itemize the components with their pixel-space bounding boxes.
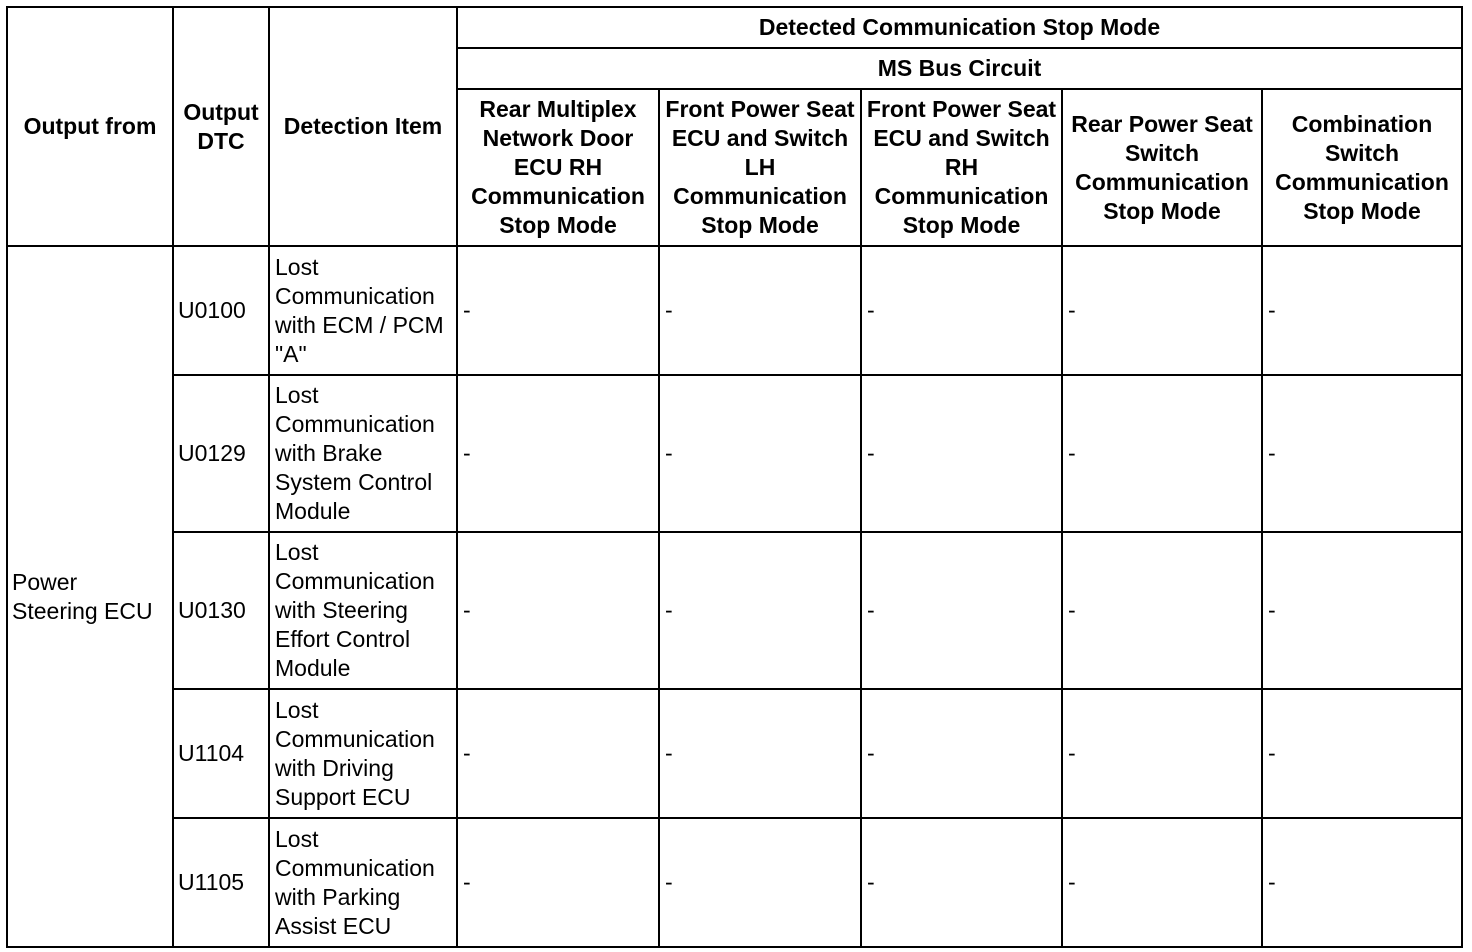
header-mode-5: Combination Switch Communication Stop Mode xyxy=(1262,89,1462,246)
dtc-cell: U0100 xyxy=(173,246,269,375)
header-output-dtc: Output DTC xyxy=(173,7,269,246)
mode-value-cell: - xyxy=(1262,246,1462,375)
mode-value-cell: - xyxy=(659,689,861,818)
header-mode-1: Rear Multiplex Network Door ECU RH Communication Stop Mode xyxy=(457,89,659,246)
mode-value-cell: - xyxy=(1262,375,1462,532)
detection-item-cell: Lost Communication with Brake System Control Module xyxy=(269,375,457,532)
mode-value-cell: - xyxy=(1062,689,1262,818)
mode-value-cell: - xyxy=(457,375,659,532)
detection-item-cell: Lost Communication with ECM / PCM "A" xyxy=(269,246,457,375)
header-output-from: Output from xyxy=(7,7,173,246)
mode-value-cell: - xyxy=(1262,818,1462,947)
dtc-cell: U0129 xyxy=(173,375,269,532)
mode-value-cell: - xyxy=(457,246,659,375)
mode-value-cell: - xyxy=(659,246,861,375)
mode-value-cell: - xyxy=(1062,818,1262,947)
header-mode-2: Front Power Seat ECU and Switch LH Communication Stop Mode xyxy=(659,89,861,246)
dtc-table xyxy=(6,6,1463,948)
dtc-cell: U1104 xyxy=(173,689,269,818)
mode-value-cell: - xyxy=(1062,375,1262,532)
table-row xyxy=(7,689,1462,818)
mode-value-cell: - xyxy=(861,375,1062,532)
header-mode-4: Rear Power Seat Switch Communication Stop Mode xyxy=(1062,89,1262,246)
mode-value-cell: - xyxy=(659,532,861,689)
mode-value-cell: - xyxy=(1262,532,1462,689)
table-row xyxy=(7,375,1462,532)
mode-value-cell: - xyxy=(861,689,1062,818)
header-detected-mode: Detected Communication Stop Mode xyxy=(457,7,1462,48)
mode-value-cell: - xyxy=(659,818,861,947)
table-row xyxy=(7,532,1462,689)
table-row xyxy=(7,246,1462,375)
detection-item-cell: Lost Communication with Parking Assist ECU xyxy=(269,818,457,947)
header-detection-item: Detection Item xyxy=(269,7,457,246)
mode-value-cell: - xyxy=(861,246,1062,375)
mode-value-cell: - xyxy=(1262,689,1462,818)
detection-item-cell: Lost Communication with Driving Support ECU xyxy=(269,689,457,818)
mode-value-cell: - xyxy=(1062,532,1262,689)
header-ms-bus-circuit: MS Bus Circuit xyxy=(457,48,1462,89)
mode-value-cell: - xyxy=(457,689,659,818)
mode-value-cell: - xyxy=(1062,246,1262,375)
detection-item-cell: Lost Communication with Steering Effort Control Module xyxy=(269,532,457,689)
mode-value-cell: - xyxy=(861,818,1062,947)
header-mode-3: Front Power Seat ECU and Switch RH Communication Stop Mode xyxy=(861,89,1062,246)
mode-value-cell: - xyxy=(861,532,1062,689)
dtc-cell: U1105 xyxy=(173,818,269,947)
header-row-1 xyxy=(7,7,1462,48)
output-from-cell: Power Steering ECU xyxy=(7,246,173,947)
table-row xyxy=(7,818,1462,947)
mode-value-cell: - xyxy=(457,532,659,689)
mode-value-cell: - xyxy=(659,375,861,532)
dtc-cell: U0130 xyxy=(173,532,269,689)
mode-value-cell: - xyxy=(457,818,659,947)
